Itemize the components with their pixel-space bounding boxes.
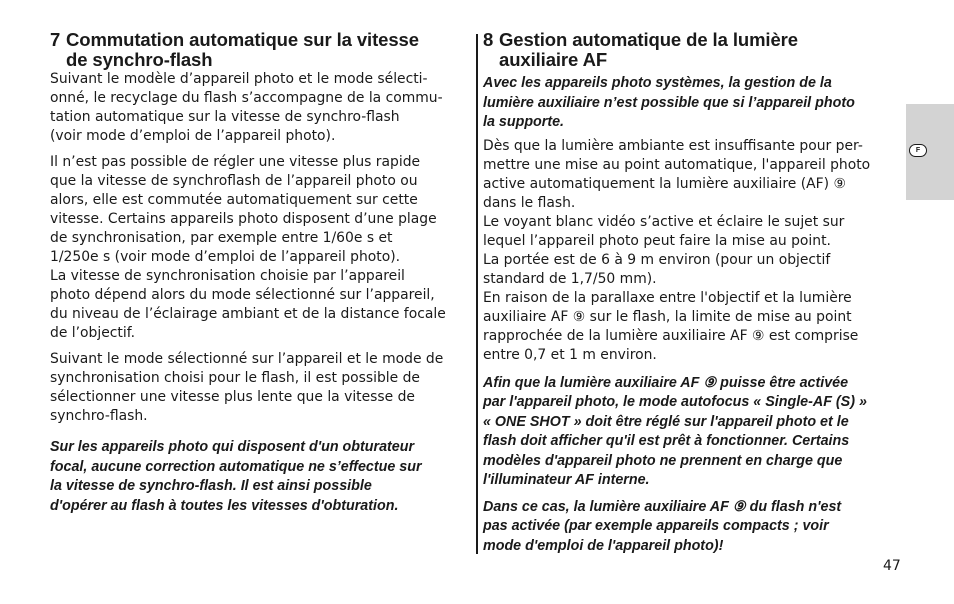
text-line: rapprochée de la lumière auxiliaire AF ⑨ est comprise [483,327,859,344]
text-line: lequel l’appareil photo peut faire la mise au point. [483,232,831,249]
text-line: tation automatique sur la vitesse de synchro-flash [50,109,400,125]
text-line: flash doit afficher qu'il est prêt à fonctionner. Certains [483,433,850,449]
text-line: de synchronisation, par exemple entre 1/60e s et [50,230,393,246]
text-line: Suivant le mode sélectionné sur l’appareil et le mode de [50,351,444,367]
section-8-heading [483,30,903,70]
text-line: dans le flash. [483,194,576,211]
text-line: Sur les appareils photo qui disposent d'un obturateur [50,439,415,455]
section-7-number: 7 [50,29,61,50]
text-line: Afin que la lumière auxiliaire AF ⑨ puisse être activée [483,374,849,391]
text-line: du niveau de l’éclairage ambiant et de la distance focale [50,306,446,322]
text-line: onné, le recyclage du flash s’accompagne de la commu- [50,90,443,106]
text-line: synchro-flash. [50,408,148,424]
text-line: photo dépend alors du mode sélectionné sur l’appareil, [50,287,435,303]
title-line: auxiliaire AF [499,49,608,70]
section-7-paragraph-1 [50,70,474,146]
text-line: auxiliaire AF ⑨ sur le flash, la limite de mise au point [483,308,852,325]
column-divider [476,34,478,554]
text-line: Dans ce cas, la lumière auxiliaire AF ⑨ du flash n'est [483,498,842,515]
text-line: alors, elle est commutée automatiquement sur cette [50,192,418,208]
text-line: d'opérer au flash à toutes les vitesses d'obturation. [50,497,399,514]
text-line: entre 0,7 et 1 m environ. [483,346,657,363]
section-8-intro [483,74,903,133]
text-line: pas activée (par exemple appareils compacts ; voir [483,518,829,534]
text-line: Dès que la lumière ambiante est insuffisante pour per- [483,137,863,154]
text-line: l'illuminateur AF interne. [483,472,650,488]
page-number: 47 [883,558,901,574]
text-line: Avec les appareils photo systèmes, la gestion de la [483,75,832,91]
section-8-note-2 [483,498,903,557]
text-line: par l'appareil photo, le mode autofocus « Single-AF (S) » [483,394,867,410]
text-line: Le voyant blanc vidéo s’active et éclaire le sujet sur [483,213,845,230]
text-line: lumière auxiliaire n’est possible que si l’appareil photo [483,94,855,111]
section-8-note-1 [483,374,903,491]
title-line: de synchro-flash [66,49,213,70]
language-badge-icon: F [909,144,927,157]
section-7-paragraph-3 [50,350,474,426]
text-line: mode d'emploi de l'appareil photo)! [483,537,724,554]
text-line: active automatiquement la lumière auxiliaire (AF) ⑨ [483,175,846,192]
text-line: de l’objectif. [50,325,136,341]
text-line: En raison de la parallaxe entre l'objectif et la lumière [483,289,852,306]
section-8-number: 8 [483,29,494,50]
text-line: modèles d'appareil photo ne prennent en charge que [483,452,843,469]
text-line: focal, aucune correction automatique ne s’effectue sur [50,458,422,475]
text-line: La vitesse de synchronisation choisie par l’appareil [50,268,405,284]
title-line: Commutation automatique sur la vitesse [66,29,419,50]
section-8-title [499,30,903,70]
text-line: la vitesse de synchro-flash. Il est ainsi possible [50,478,372,494]
title-line: Gestion automatique de la lumière [499,29,798,50]
text-line: 1/250e s (voir mode d’emploi de l’appareil photo). [50,249,401,265]
text-line: standard de 1,7/50 mm). [483,270,657,287]
text-line: que la vitesse de synchroflash de l’appareil photo ou [50,173,418,189]
section-8-paragraph [483,137,903,365]
text-line: synchronisation choisi pour le flash, il est possible de [50,370,420,386]
section-7-title [66,30,474,70]
text-line: « ONE SHOT » doit être réglé sur l'appareil photo et le [483,413,849,430]
section-7 [50,30,474,516]
text-line: La portée est de 6 à 9 m environ (pour un objectif [483,251,831,268]
text-line: vitesse. Certains appareils photo disposent d’une plage [50,211,437,227]
section-7-heading [50,30,474,70]
text-line: Suivant le modèle d’appareil photo et le mode sélecti- [50,71,428,87]
section-7-note [50,438,474,516]
text-line: (voir mode d’emploi de l’appareil photo). [50,128,336,144]
text-line: Il n’est pas possible de régler une vitesse plus rapide [50,154,421,170]
section-8 [483,30,903,556]
text-line: sélectionner une vitesse plus lente que la vitesse de [50,389,415,405]
text-line: mettre une mise au point automatique, l'appareil photo [483,156,871,173]
text-line: la supporte. [483,114,565,130]
section-7-paragraph-2 [50,153,474,343]
